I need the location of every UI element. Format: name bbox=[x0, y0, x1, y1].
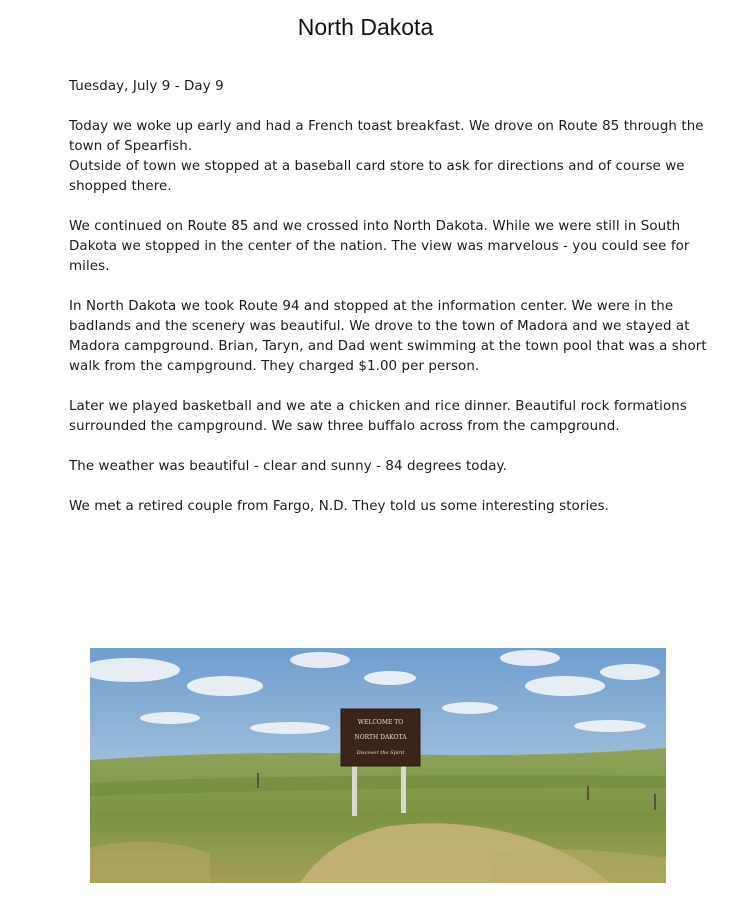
paragraph-route-85: We continued on Route 85 and we crossed into North Dakota. While we were still in South Dakota we stopped in the center of the nation. The view was marvelous - you could see for miles. bbox=[69, 219, 690, 274]
sign-post-right bbox=[401, 761, 406, 813]
entry-date: Tuesday, July 9 - Day 9 bbox=[69, 79, 224, 94]
welcome-sign-photo bbox=[90, 648, 666, 883]
paragraph-card-store: Outside of town we stopped at a baseball card store to ask for directions and of course we shopped there. bbox=[69, 159, 685, 194]
sign-text-state: NORTH DAKOTA bbox=[354, 734, 407, 741]
journal-entry bbox=[69, 77, 709, 537]
paragraph-badlands: In North Dakota we took Route 94 and stopped at the information center. We were in the badlands and the scenery was beautiful. We drove to the town of Madora and we stayed at Madora campground. Brian, Taryn, and Dad went swimming at the town pool that was a short walk from the campground. They charged $1.00 per person. bbox=[69, 299, 707, 374]
sign-text-welcome: WELCOME TO bbox=[357, 719, 404, 726]
page-title: North Dakota bbox=[297, 14, 434, 40]
paragraph-weather: The weather was beautiful - clear and sunny - 84 degrees today. bbox=[69, 459, 507, 474]
paragraph-breakfast: Today we woke up early and had a French toast breakfast. We drove on Route 85 through the town of Spearfish. bbox=[69, 119, 704, 154]
sign-text-slogan: Discover the Spirit bbox=[356, 750, 405, 756]
paragraph-dinner: Later we played basketball and we ate a chicken and rice dinner. Beautiful rock formations surrounded the campground. We saw three buffalo across from the campground. bbox=[69, 399, 687, 434]
sign-post-left bbox=[352, 761, 357, 816]
photo-scene bbox=[90, 648, 666, 883]
paragraph-fargo-couple: We met a retired couple from Fargo, N.D. They told us some interesting stories. bbox=[69, 499, 610, 514]
